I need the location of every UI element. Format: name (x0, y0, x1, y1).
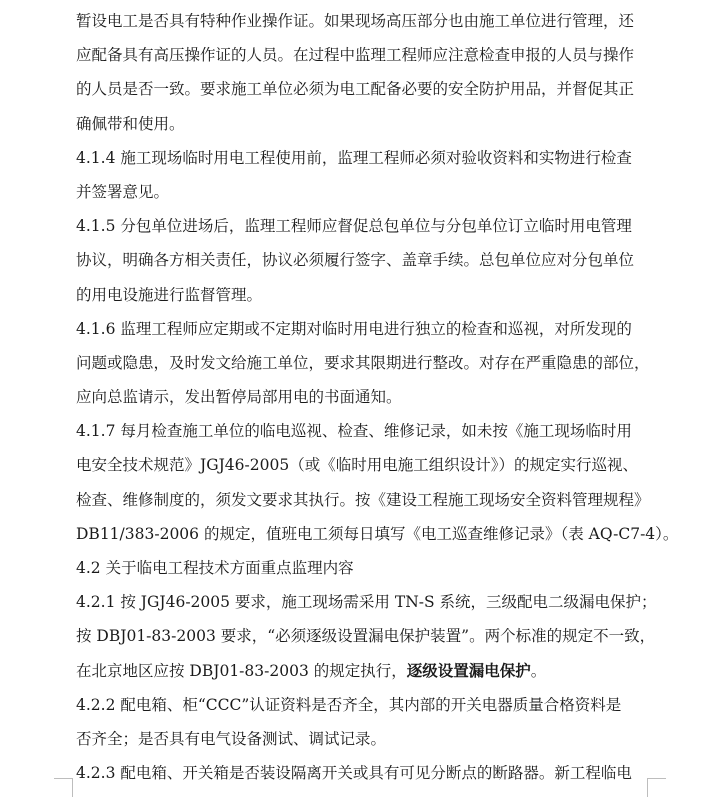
line-text: 的用电设施进行监督管理。 (76, 285, 263, 304)
text-line (76, 585, 657, 619)
line-text: 4.2.3 配电箱、开关箱是否装设隔离开关或具有可见分断点的断路器。新工程临电 (76, 764, 632, 783)
line-text: 在北京地区应按 DBJ01-83-2003 的规定执行， (76, 661, 407, 680)
line-text: 应向总监请示，发出暂停局部用电的书面通知。 (76, 388, 402, 407)
line-text: 4.2.1 按 JGJ46-2005 要求，施工现场需采用 TN-S 系统，三级配电二级漏电保护； (76, 593, 657, 612)
line-text: DB11/383-2006 的规定，值班电工须每日填写《电工巡查维修记录》（表 AQ-C7-4）。 (76, 524, 679, 543)
line-text: 4.1.6 监理工程师应定期或不定期对临时用电进行独立的检查和巡视，对所发现的 (76, 319, 632, 338)
text-line (76, 38, 644, 72)
line-text: 按 DBJ01-83-2003 要求，“必须逐级设置漏电保护装置”。两个标准的规定不一致， (76, 627, 656, 646)
page-margin-mark-left (54, 778, 73, 797)
text-line (76, 209, 644, 243)
line-text: 电安全技术规范》JGJ46-2005（或《临时用电施工组织设计》）的规定实行巡视、 (76, 456, 638, 475)
line-text: 协议，明确各方相关责任，协议必须履行签字、盖章手续。总包单位应对分包单位 (76, 251, 635, 270)
text-line (76, 448, 644, 482)
line-text: 4.2.2 配电箱、柜“CCC”认证资料是否齐全，其内部的开关电器质量合格资料是 (76, 695, 622, 714)
document-body (76, 4, 679, 790)
text-line (76, 722, 644, 756)
line-text: 并签署意见。 (76, 182, 170, 201)
text-line (76, 278, 644, 312)
line-text: 问题或隐患，及时发文给施工单位，要求其限期进行整改。对存在严重隐患的部位， (76, 353, 650, 372)
text-line (76, 654, 644, 688)
section-heading (76, 551, 644, 585)
text-line (76, 619, 656, 653)
text-line (76, 688, 644, 722)
text-line (76, 483, 650, 517)
line-text: 应配备具有高压操作证的人员。在过程中监理工程师应注意检查申报的人员与操作 (76, 46, 635, 65)
line-text: 4.2 关于临电工程技术方面重点监理内容 (76, 559, 354, 577)
text-line (76, 141, 644, 175)
line-text: 4.1.5 分包单位进场后，监理工程师应督促总包单位与分包单位订立临时用电管理 (76, 217, 632, 236)
line-text: 暂设电工是否具有特种作业操作证。如果现场高压部分也由施工单位进行管理，还 (76, 12, 635, 30)
line-text: 否齐全；是否具有电气设备测试、调试记录。 (76, 729, 387, 748)
text-line (76, 175, 644, 209)
line-text: 。 (530, 661, 547, 680)
text-line (76, 4, 644, 38)
line-text: 4.1.4 施工现场临时用电工程使用前，监理工程师必须对验收资料和实物进行检查 (76, 148, 632, 167)
text-line (76, 107, 644, 141)
line-text: 的人员是否一致。要求施工单位必须为电工配备必要的安全防护用品，并督促其正 (76, 80, 635, 99)
text-line (76, 414, 644, 448)
line-text: 确佩带和使用。 (76, 114, 185, 133)
text-line (76, 756, 644, 790)
text-line (76, 380, 644, 414)
text-line (76, 72, 644, 106)
page-margin-mark-right (647, 778, 666, 797)
text-line (76, 346, 650, 380)
emphasis-text: 逐级设置漏电保护 (406, 660, 531, 680)
text-line (76, 517, 679, 551)
line-text: 4.1.7 每月检查施工单位的临电巡视、检查、维修记录，如未按《施工现场临时用 (76, 422, 632, 441)
text-line (76, 312, 644, 346)
text-line (76, 243, 644, 277)
line-text: 检查、维修制度的，须发文要求其执行。按《建设工程施工现场安全资料管理规程》 (76, 490, 650, 509)
